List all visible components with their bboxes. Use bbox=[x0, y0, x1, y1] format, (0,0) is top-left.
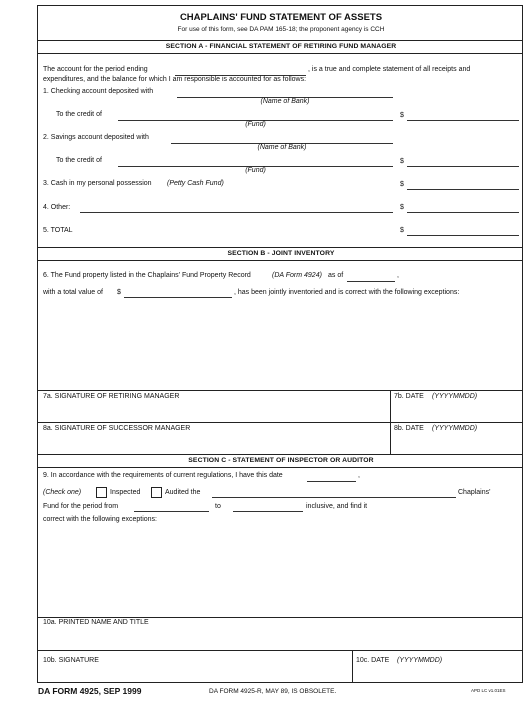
period-to-field[interactable] bbox=[233, 511, 303, 512]
item4-label: 4. Other: bbox=[43, 204, 71, 211]
inclusive-label: inclusive, and find it bbox=[306, 503, 368, 510]
section-b-heading: SECTION B - JOINT INVENTORY bbox=[227, 250, 335, 257]
check-one-label: (Check one) bbox=[43, 489, 82, 496]
dollar-sign: $ bbox=[400, 227, 404, 234]
divider bbox=[38, 40, 522, 41]
date-format: (YYYYMMDD) bbox=[397, 657, 443, 664]
obsolete-notice: DA FORM 4925-R, MAY 89, IS OBSOLETE. bbox=[209, 688, 337, 695]
item1-label: 1. Checking account deposited with bbox=[43, 88, 154, 95]
item5-label: 5. TOTAL bbox=[43, 227, 73, 234]
fund-caption: (Fund) bbox=[245, 121, 266, 128]
to-label: to bbox=[215, 503, 221, 510]
item2-label: 2. Savings account deposited with bbox=[43, 134, 149, 141]
date-format: (YYYYMMDD) bbox=[432, 393, 478, 400]
intro-text-cont: , is a true and complete statement of all receipts and bbox=[308, 66, 471, 73]
dollar-sign: $ bbox=[400, 158, 404, 165]
version-label: APD LC v1.01ES bbox=[471, 688, 506, 693]
section-c-heading: SECTION C - STATEMENT OF INSPECTOR OR AUDITOR bbox=[188, 457, 374, 464]
sig-8a-label: 8a. SIGNATURE OF SUCCESSOR MANAGER bbox=[43, 425, 191, 432]
item6-value-label: with a total value of bbox=[43, 289, 103, 296]
divider bbox=[38, 422, 522, 423]
divider bbox=[38, 650, 522, 651]
savings-amount-field[interactable] bbox=[407, 166, 519, 167]
item3-label: 3. Cash in my personal possession bbox=[43, 180, 152, 187]
period-from-field[interactable] bbox=[134, 511, 209, 512]
chaplains-fund-name-field[interactable] bbox=[212, 497, 456, 498]
fund-period-label: Fund for the period from bbox=[43, 503, 119, 510]
form-number: DA FORM 4925, SEP 1999 bbox=[38, 686, 142, 696]
inspected-label: Inspected bbox=[110, 489, 141, 496]
divider bbox=[38, 390, 522, 391]
divider bbox=[38, 260, 522, 261]
divider bbox=[38, 247, 522, 248]
audited-label: Audited the bbox=[165, 489, 201, 496]
date-7b-field[interactable] bbox=[392, 402, 521, 421]
divider bbox=[38, 617, 522, 618]
divider bbox=[38, 53, 522, 54]
cash-amount-field[interactable] bbox=[407, 189, 519, 190]
item3-note: (Petty Cash Fund) bbox=[167, 180, 224, 187]
sig-10b-label: 10b. SIGNATURE bbox=[43, 657, 99, 664]
other-description-field[interactable] bbox=[80, 212, 393, 213]
form-title: CHAPLAINS' FUND STATEMENT OF ASSETS bbox=[179, 12, 383, 23]
item9-text: 9. In accordance with the requirements of current regulations, I have this date bbox=[43, 472, 283, 479]
other-amount-field[interactable] bbox=[407, 212, 519, 213]
intro-text: The account for the period ending bbox=[43, 66, 148, 73]
audited-checkbox[interactable] bbox=[151, 487, 162, 498]
printed-name-field[interactable] bbox=[39, 628, 521, 649]
signature-retiring-field[interactable] bbox=[39, 402, 389, 421]
dollar-sign: $ bbox=[117, 289, 121, 296]
name-of-bank-caption: (Name of Bank) bbox=[260, 98, 310, 105]
date-format: (YYYYMMDD) bbox=[432, 425, 478, 432]
inspected-checkbox[interactable] bbox=[96, 487, 107, 498]
divider bbox=[38, 454, 522, 455]
signature-field[interactable] bbox=[39, 666, 351, 682]
item6-text: 6. The Fund property listed in the Chaplains' Fund Property Record bbox=[43, 272, 251, 279]
date-10c-label: 10c. DATE bbox=[356, 657, 390, 664]
comma: , bbox=[397, 272, 399, 279]
inspection-date-field[interactable] bbox=[307, 481, 356, 482]
exceptions-label: correct with the following exceptions: bbox=[43, 516, 157, 523]
chaplains-label: Chaplains' bbox=[458, 489, 491, 496]
date-8b-label: 8b. DATE bbox=[394, 425, 424, 432]
dollar-sign: $ bbox=[400, 112, 404, 119]
divider bbox=[352, 650, 353, 683]
name-10a-label: 10a. PRINTED NAME AND TITLE bbox=[43, 619, 149, 626]
dollar-sign: $ bbox=[400, 181, 404, 188]
fund-caption: (Fund) bbox=[245, 167, 266, 174]
date-8b-field[interactable] bbox=[392, 434, 521, 453]
sig-7a-label: 7a. SIGNATURE OF RETIRING MANAGER bbox=[43, 393, 180, 400]
item6-as-of: as of bbox=[328, 272, 344, 279]
to-credit-label: To the credit of bbox=[56, 111, 102, 118]
dollar-sign: $ bbox=[400, 204, 404, 211]
divider bbox=[38, 467, 522, 468]
name-of-bank-caption: (Name of Bank) bbox=[257, 144, 307, 151]
inventory-exceptions-area[interactable] bbox=[43, 304, 517, 390]
date-10c-field[interactable] bbox=[354, 666, 521, 682]
form-subtitle: For use of this form, see DA PAM 165-18; the proponent agency is CCH bbox=[177, 26, 385, 33]
inventory-value-field[interactable] bbox=[124, 297, 232, 298]
checking-amount-field[interactable] bbox=[407, 120, 519, 121]
date-7b-label: 7b. DATE bbox=[394, 393, 424, 400]
item6-form-ref: (DA Form 4924) bbox=[272, 272, 322, 279]
form-container bbox=[37, 5, 523, 683]
signature-successor-field[interactable] bbox=[39, 434, 389, 453]
total-amount-field[interactable] bbox=[407, 235, 519, 236]
to-credit-label: To the credit of bbox=[56, 157, 102, 164]
audit-exceptions-area[interactable] bbox=[43, 526, 517, 616]
section-a-heading: SECTION A - FINANCIAL STATEMENT OF RETIRING FUND MANAGER bbox=[165, 43, 397, 50]
item6-text-cont: , has been jointly inventoried and is correct with the following exceptions: bbox=[234, 289, 460, 296]
intro-text-line2: expenditures, and the balance for which I am responsible is accounted for as follows: bbox=[43, 76, 307, 83]
inventory-date-field[interactable] bbox=[347, 281, 395, 282]
comma: , bbox=[358, 472, 360, 479]
